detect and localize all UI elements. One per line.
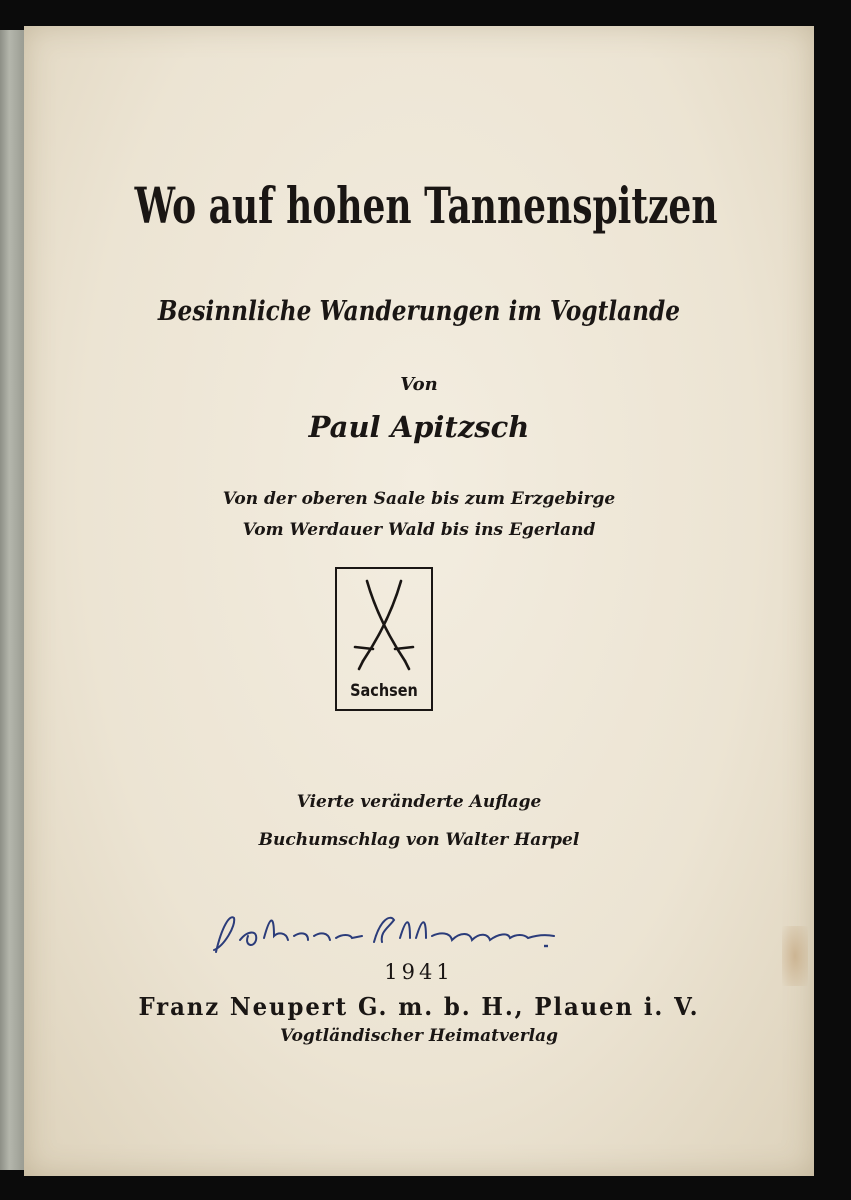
edition-note: Vierte veränderte Auflage: [296, 792, 542, 812]
region-line-2: Vom Werdauer Wald bis ins Egerland: [242, 520, 596, 540]
book-subtitle: Besinnliche Wanderungen im Vogtlande: [157, 296, 681, 327]
publisher-line: Franz Neupert G. m. b. H., Plauen i. V.: [138, 992, 700, 1021]
book-spine: [0, 30, 24, 1170]
publication-year: 1941: [384, 960, 454, 984]
region-line-1: Von der oberen Saale bis zum Erzgebirge: [222, 489, 616, 509]
title-page: [24, 26, 814, 1176]
imprint-line: Vogtländischer Heimatverlag: [279, 1026, 559, 1046]
emblem-label: Sachsen: [350, 681, 418, 701]
saxony-emblem: [335, 567, 433, 711]
cover-credit: Buchumschlag von Walter Harpel: [258, 830, 580, 850]
book-title: Wo auf hohen Tannenspitzen: [134, 176, 718, 235]
author-name: Paul Apitzsch: [308, 410, 530, 444]
by-label: Von: [400, 374, 438, 395]
